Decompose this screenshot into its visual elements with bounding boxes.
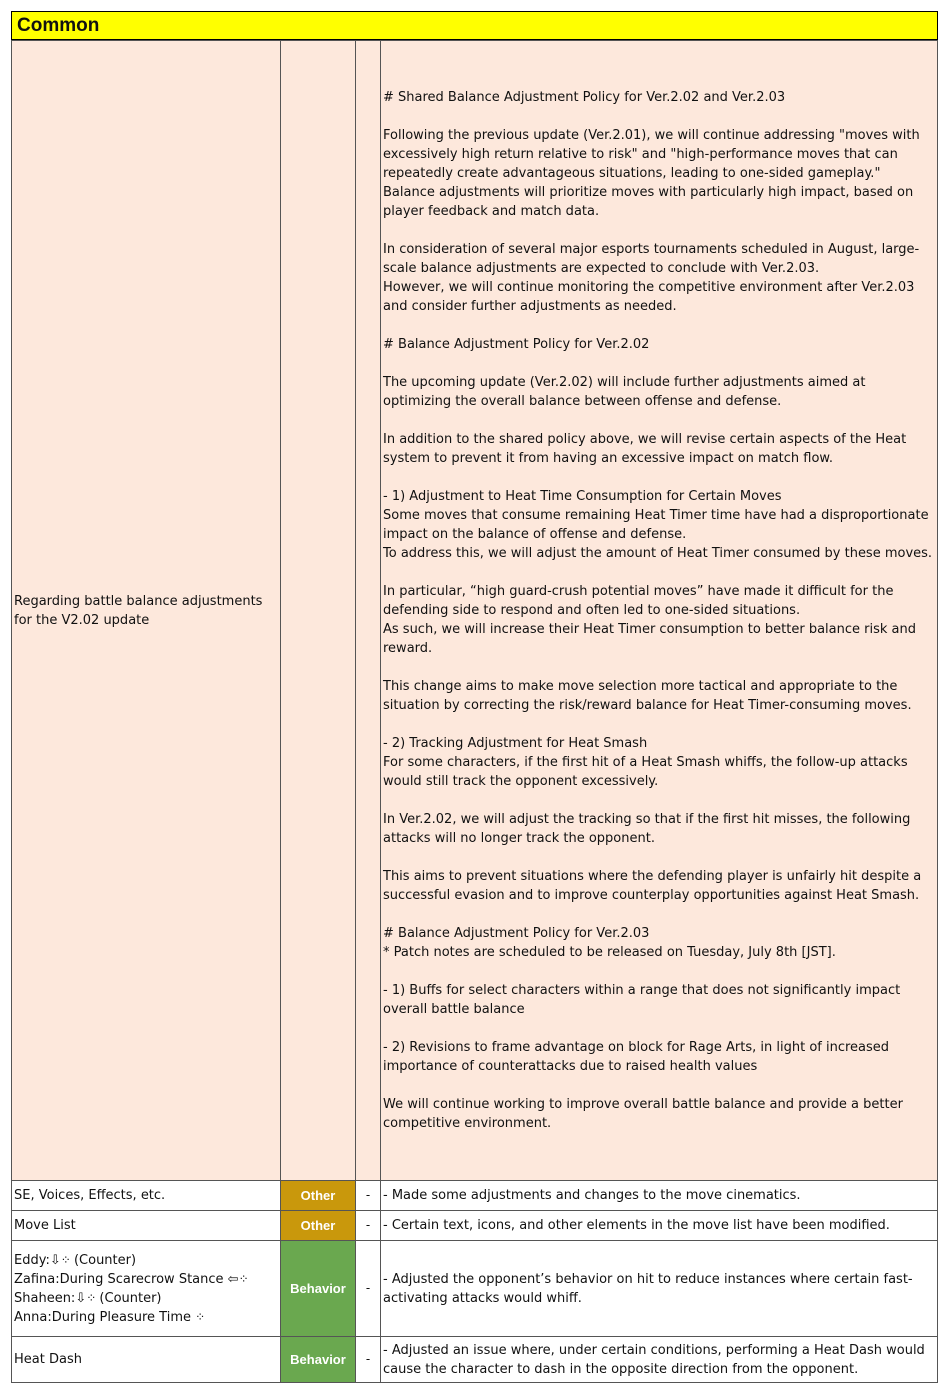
category-badge-behavior	[281, 1337, 356, 1383]
character-move-line	[14, 1289, 278, 1308]
policy-paragraph: The upcoming update (Ver.2.02) will include further adjustments aimed at optimizing the overall balance between offense and defense.	[383, 375, 866, 409]
down-arrow-icon: ⇩	[75, 1290, 87, 1306]
policy-paragraph: # Balance Adjustment Policy for Ver.2.02	[383, 337, 650, 352]
table-row	[12, 1241, 938, 1337]
character-move-line	[14, 1270, 278, 1289]
move-suffix: (Counter)	[95, 1290, 162, 1306]
character-move-line	[14, 1308, 278, 1327]
category-label: Behavior	[290, 1352, 346, 1367]
policy-paragraph: We will continue working to improve overall battle balance and provide a better competitive environment.	[383, 1097, 903, 1131]
down-arrow-icon: ⇩	[49, 1252, 61, 1268]
policy-paragraph: Following the previous update (Ver.2.01), we will continue addressing "moves with excessively high return relative to risk" and "high-performance moves that can repeatedly create advantageous situations, leading to one-sided gameplay." Balance adjustments will prioritize moves with particularly high impact, based on player feedback and match data.	[383, 128, 920, 219]
policy-text	[381, 41, 938, 1181]
row-mark: -	[356, 1337, 381, 1383]
button-icon: ⁘	[86, 1290, 96, 1305]
row-name: SE, Voices, Effects, etc.	[12, 1181, 281, 1211]
row-category-empty	[281, 41, 356, 1181]
policy-paragraph: This change aims to make move selection more tactical and appropriate to the situation by correcting the risk/reward balance for Heat Timer-consuming moves.	[383, 679, 912, 713]
button-icon: ⁘	[60, 1252, 70, 1267]
policy-paragraph: # Balance Adjustment Policy for Ver.2.03 * Patch notes are scheduled to be released on Tuesday, July 8th [JST].	[383, 926, 836, 960]
category-label: Other	[300, 1218, 336, 1233]
table-row	[12, 1181, 938, 1211]
row-text: - Made some adjustments and changes to the move cinematics.	[381, 1181, 938, 1211]
policy-paragraph: - 1) Buffs for select characters within a range that does not significantly impact overall battle balance	[383, 983, 901, 1017]
policy-paragraph: In Ver.2.02, we will adjust the tracking so that if the first hit misses, the following attacks will no longer track the opponent.	[383, 812, 911, 846]
row-mark: -	[356, 1211, 381, 1241]
move-suffix: (Counter)	[69, 1252, 137, 1268]
row-mark-empty	[356, 41, 381, 1181]
category-badge-other	[281, 1211, 356, 1241]
button-icon: ⁘	[238, 1271, 248, 1286]
row-text: - Adjusted an issue where, under certain conditions, performing a Heat Dash would cause the character to dash in the opposite direction from the opponent.	[381, 1337, 938, 1383]
row-mark: -	[356, 1241, 381, 1337]
policy-paragraph: - 1) Adjustment to Heat Time Consumption for Certain Moves Some moves that consume remaining Heat Timer time have had a disproportionate impact on the balance of offense and defense. To address this, we will adjust the amount of Heat Timer consumed by these moves.	[383, 489, 933, 561]
character-label: Eddy:	[14, 1252, 50, 1268]
row-name-list	[12, 1241, 281, 1337]
character-move-line	[14, 1251, 278, 1270]
table-row	[12, 41, 938, 1181]
patch-table	[11, 40, 938, 1383]
character-label: Anna:During Pleasure Time	[14, 1309, 196, 1325]
category-label: Other	[300, 1188, 336, 1203]
patch-notes-sheet	[11, 11, 938, 1383]
category-badge-behavior	[281, 1241, 356, 1337]
row-text: - Adjusted the opponent’s behavior on hit to reduce instances where certain fast-activating attacks would whiff.	[381, 1241, 938, 1337]
character-label: Shaheen:	[14, 1290, 76, 1306]
section-header: Common	[11, 11, 938, 40]
policy-paragraph: In consideration of several major esports tournaments scheduled in August, large-scale balance adjustments are expected to conclude with Ver.2.03. However, we will continue monitoring the competitive environment after Ver.2.03 and consider further adjustments as needed.	[383, 242, 920, 314]
policy-paragraph: # Shared Balance Adjustment Policy for Ver.2.02 and Ver.2.03	[383, 90, 786, 105]
row-mark: -	[356, 1181, 381, 1211]
row-text: - Certain text, icons, and other elements in the move list have been modified.	[381, 1211, 938, 1241]
row-name: Regarding battle balance adjustments for the V2.02 update	[12, 41, 281, 1181]
table-row	[12, 1337, 938, 1383]
category-badge-other	[281, 1181, 356, 1211]
policy-paragraph: This aims to prevent situations where the defending player is unfairly hit despite a successful evasion and to improve counterplay opportunities against Heat Smash.	[383, 869, 922, 903]
row-name: Move List	[12, 1211, 281, 1241]
category-label: Behavior	[290, 1281, 346, 1296]
button-icon: ⁘	[195, 1309, 205, 1324]
back-arrow-icon: ⇦	[227, 1271, 239, 1287]
character-label: Zafina:During Scarecrow Stance	[14, 1271, 228, 1287]
policy-paragraph: In particular, “high guard-crush potential moves” have made it difficult for the defending side to respond and often led to one-sided situations. As such, we will increase their Heat Timer consumption to better balance risk and reward.	[383, 584, 916, 656]
row-name: Heat Dash	[12, 1337, 281, 1383]
table-row	[12, 1211, 938, 1241]
policy-paragraph: - 2) Tracking Adjustment for Heat Smash For some characters, if the first hit of a Heat Smash whiffs, the follow-up attacks would still track the opponent excessively.	[383, 736, 908, 789]
policy-paragraph: In addition to the shared policy above, we will revise certain aspects of the Heat system to prevent it from having an excessive impact on match flow.	[383, 432, 907, 466]
policy-paragraph: - 2) Revisions to frame advantage on block for Rage Arts, in light of increased importance of counterattacks due to raised health values	[383, 1040, 890, 1074]
